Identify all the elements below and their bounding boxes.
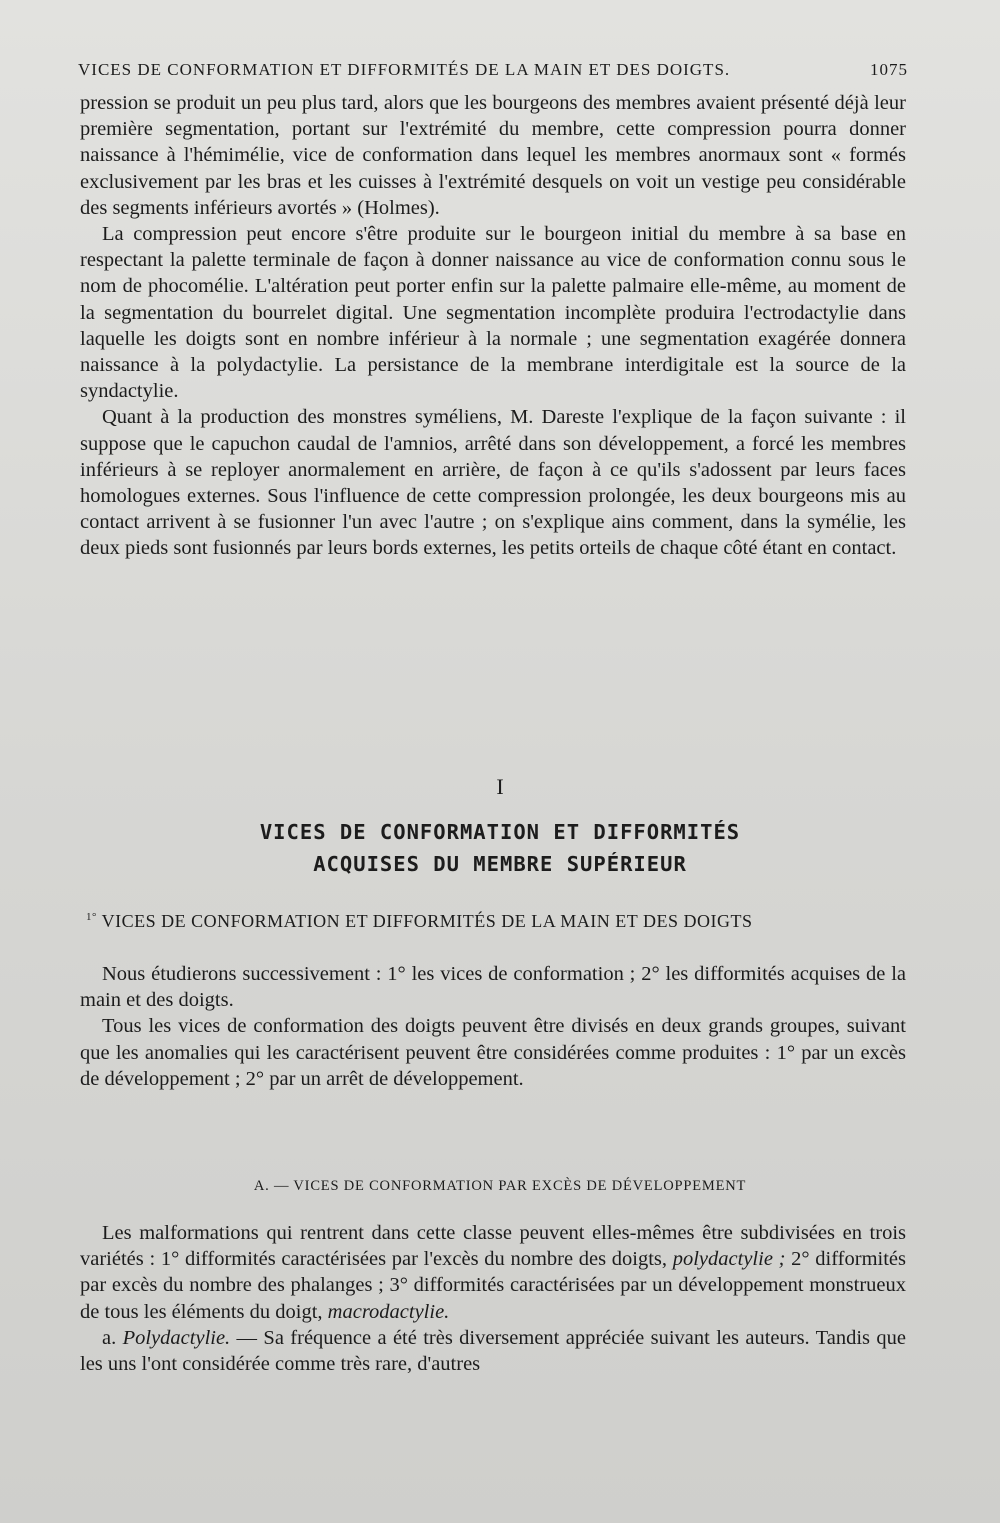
subsection-title: A. — VICES DE CONFORMATION PAR EXCÈS DE DÉVELOPPEMENT <box>253 1178 747 1194</box>
page-number: 1075 <box>870 60 908 79</box>
italic-term: macrodactylie. <box>327 1300 450 1323</box>
italic-term: Polydactylie. <box>122 1326 231 1349</box>
running-head-title: VICES DE CONFORMATION ET DIFFORMITÉS DE LA MAIN ET DES DOIGTS. <box>78 60 731 79</box>
subheading-number: 1° <box>86 911 97 923</box>
text-run: a. <box>102 1326 123 1349</box>
text-block-overview <box>80 961 906 1092</box>
section-number: I <box>496 774 504 799</box>
subheading <box>86 911 916 932</box>
section-title-line: VICES DE CONFORMATION ET DIFFORMITÉS <box>259 820 741 844</box>
paragraph <box>80 1220 906 1325</box>
paragraph <box>80 1325 906 1377</box>
running-head <box>78 60 908 80</box>
subheading-text: VICES DE CONFORMATION ET DIFFORMITÉS DE LA MAIN ET DES DOIGTS <box>101 911 753 931</box>
text-block-malformations <box>80 1220 906 1377</box>
paragraph: Quant à la production des monstres syméliens, M. Dareste l'explique de la façon suivante : il suppose que le capuchon caudal de l'amnios, arrêté dans son développement, a forcé les membres inférieurs à se reployer anormalement en arrière, de façon à ce qu'ils s'adossent par leurs faces homologues externes. Sous l'influence de cette compression prolongée, les deux bourgeons mis au contact arrivent à se fusionner l'un avec l'autre ; on s'explique ains comment, dans la symélie, les deux pieds sont fusionnés par leurs bords externes, les petits orteils de chaque côté étant en contact. <box>80 406 906 560</box>
text-block-intro <box>80 90 906 562</box>
paragraph: Tous les vices de conformation des doigts peuvent être divisés en deux grands groupes, suivant que les anomalies qui les caractérisent peuvent être considérées comme produites : 1° par un excès de développement ; 2° par un arrêt de développement. <box>80 1015 906 1090</box>
italic-term: polydactylie ; <box>672 1248 786 1271</box>
section-title-line: ACQUISES DU MEMBRE SUPÉRIEUR <box>313 852 687 876</box>
text-run: 2° difformités par excès du nombre des phalanges ; 3° difformités caractérisées par un développement monstrueux de tous les éléments du doigt, <box>80 1248 906 1323</box>
paragraph: Nous étudierons successivement : 1° les vices de conformation ; 2° les difformités acquises de la main et des doigts. <box>80 963 906 1012</box>
section-title <box>0 816 1000 880</box>
text-run: — Sa fréquence a été très diversement appréciée suivant les auteurs. Tandis que les uns l'ont considérée comme très rare, d'autres <box>80 1326 907 1376</box>
text-run: Les malformations qui rentrent dans cette classe peuvent elles-mêmes être subdivisées en trois variétés : 1° difformités caractérisées par l'excès du nombre des doigts, <box>80 1222 906 1271</box>
paragraph: pression se produit un peu plus tard, alors que les bourgeons des membres avaient présenté déjà leur première segmentation, portant sur l'extrémité du membre, cette compression pourra donner naissance à l'hémimélie, vice de conformation dans lequel les membres anormaux sont « formés exclusivement par les bras et les cuisses à l'extrémité desquels on voit un vestige peu considérable des segments inférieurs avortés » (Holmes). <box>80 92 906 219</box>
paragraph: La compression peut encore s'être produite sur le bourgeon initial du membre à sa base en respectant la palette terminale de façon à donner naissance au vice de conformation connu sous le nom de phocomélie. L'altération peut porter enfin sur la palette palmaire elle-même, au moment de la segmentation du bourrelet digital. Une segmentation incomplète produira l'ectrodactylie dans laquelle les doigts sont en nombre inférieur à la normale ; une segmentation exagérée donnera naissance à la polydactylie. La persistance de la membrane interdigitale est la source de la syndactylie. <box>80 223 906 403</box>
